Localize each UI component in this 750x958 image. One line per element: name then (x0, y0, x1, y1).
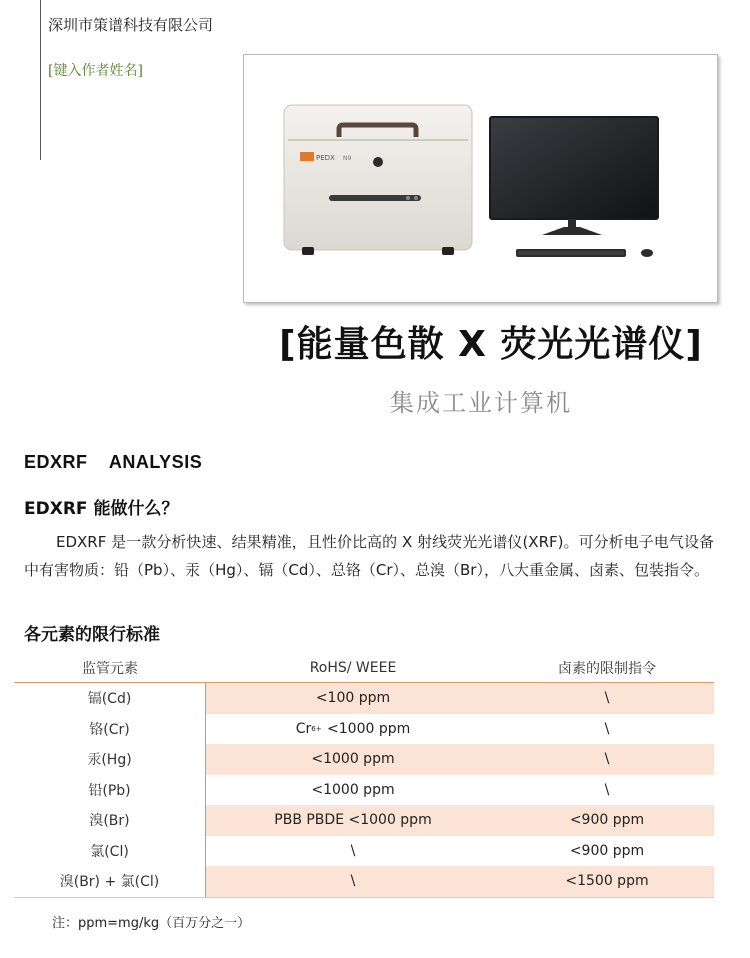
element-cell: 铬(Cr) (14, 714, 206, 745)
element-cell: 溴(Br) (14, 805, 206, 836)
monitor-illustration (490, 117, 658, 257)
rohs-cell: Cr 6+ <1000 ppm (295, 720, 411, 737)
table-row (14, 683, 714, 714)
what-paragraph: EDXRF 是一款分析快速、结果精准，且性价比高的 X 射线荧光光谱仪(XRF)。可分析电子电气设备中有害物质：铅（Pb）、汞（Hg）、镉（Cd）、总铬（Cr）、总溴（Br），八大重金属、卤素、包装指令。 (24, 533, 714, 579)
what-heading: EDXRF 能做什么？ (24, 499, 179, 519)
subtitle: 集成工业计算机 (390, 389, 572, 417)
header-rule (40, 0, 41, 160)
table-row (14, 714, 714, 745)
table-row (14, 775, 714, 806)
header-element: 监管元素 (82, 661, 138, 677)
limits-table (14, 654, 714, 898)
header-halogen: 卤素的限制指令 (558, 661, 656, 677)
rohs-cell: <1000 ppm (206, 744, 500, 775)
halogen-cell: <900 ppm (569, 842, 645, 859)
halogen-cell: \ (500, 744, 714, 775)
analysis-heading: EDXRF ANALYSIS (24, 452, 203, 472)
rohs-cell: <1000 ppm (311, 781, 395, 798)
rohs-cell: \ (206, 866, 500, 897)
rohs-cell: <100 ppm (206, 683, 500, 714)
product-photo (243, 54, 718, 303)
header-rohs: RoHS/ WEEE (309, 660, 397, 676)
element-cell: 溴(Br) + 氯(Cl) (14, 866, 206, 897)
table-header-row (14, 654, 714, 683)
rohs-value: <1000 ppm (327, 720, 411, 737)
footnote: 注：ppm=mg/kg（百万分之一） (52, 916, 251, 931)
author-placeholder[interactable]: [键入作者姓名] (48, 63, 143, 79)
rohs-prefix: Cr (295, 720, 312, 737)
halogen-cell: \ (500, 683, 714, 714)
company-name: 深圳市策谱科技有限公司 (48, 16, 214, 34)
element-cell: 汞(Hg) (14, 744, 206, 775)
halogen-cell: \ (604, 720, 610, 737)
svg-text:N9: N9 (343, 155, 352, 162)
element-cell: 镉(Cd) (14, 683, 206, 714)
halogen-cell: <900 ppm (500, 805, 714, 836)
element-cell: 铅(Pb) (14, 775, 206, 806)
table-row (14, 836, 714, 867)
main-title: [能量色散 X 荧光光谱仪] (279, 324, 703, 365)
halogen-cell: <1500 ppm (500, 866, 714, 897)
table-row (14, 805, 714, 836)
svg-text:PEDX: PEDX (316, 154, 335, 162)
limits-heading: 各元素的限行标准 (24, 625, 160, 645)
table-row (14, 866, 714, 898)
halogen-cell: \ (604, 781, 610, 798)
edxrf-instrument-illustration (284, 105, 472, 255)
table-row (14, 744, 714, 775)
rohs-cell: \ (350, 842, 356, 859)
element-cell: 氯(Cl) (14, 836, 206, 867)
rohs-cell: PBB PBDE <1000 ppm (206, 805, 500, 836)
